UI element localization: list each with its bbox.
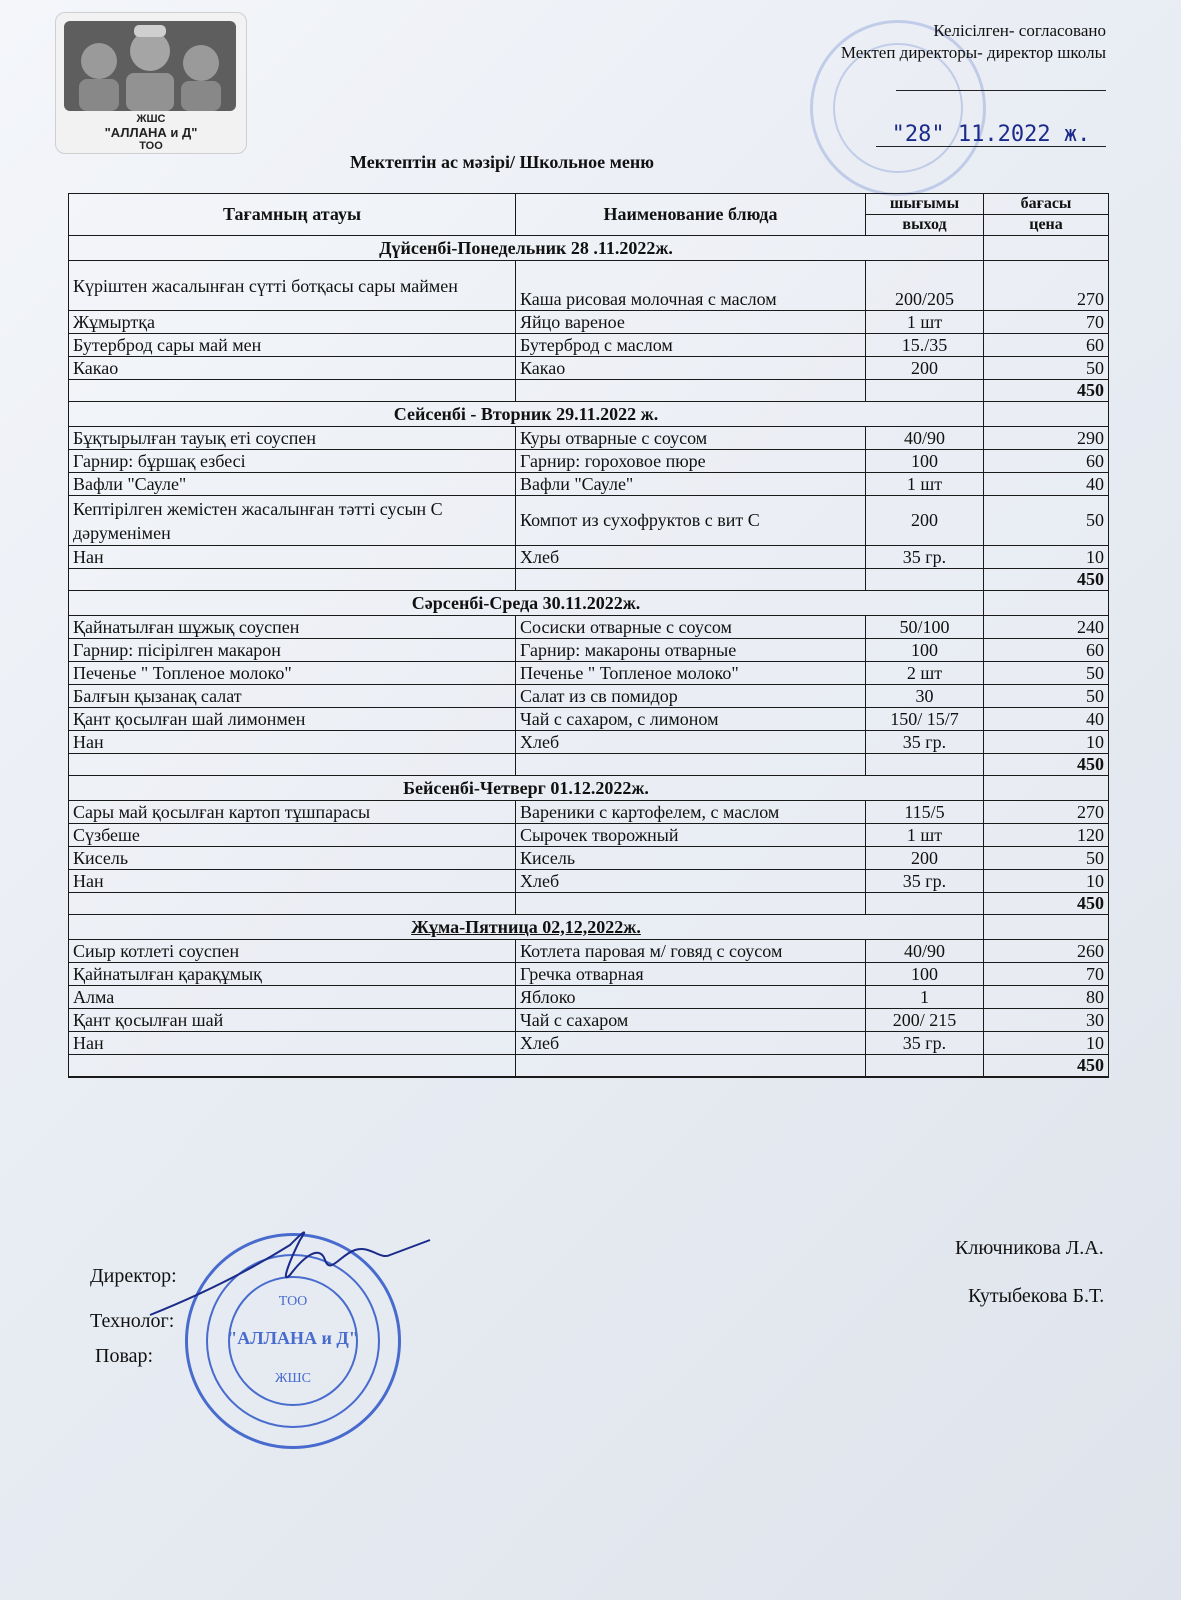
approval-line2: Мектеп директоры- директор школы <box>840 43 1106 62</box>
approval-date: "28" 11.2022 ж. <box>876 124 1106 147</box>
dish-out: 1 шт <box>866 824 984 847</box>
dish-kz: Сары май қосылған картоп тұшпарасы <box>69 801 516 824</box>
dish-out: 40/90 <box>866 940 984 963</box>
dish-out: 30 <box>866 685 984 708</box>
stamp-center: "АЛЛАНА и Д" <box>227 1328 359 1348</box>
dish-price: 290 <box>984 427 1109 450</box>
table-row <box>69 1032 1109 1055</box>
dish-out: 200 <box>866 496 984 546</box>
dish-out: 200/205 <box>866 261 984 311</box>
table-row <box>69 870 1109 893</box>
dish-ru: Вафли "Сауле" <box>516 473 866 496</box>
dish-price: 240 <box>984 616 1109 639</box>
cook-name: Кутыбекова Б.Т. <box>968 1285 1105 1307</box>
stamp-bottom: ЖШС <box>274 1371 311 1386</box>
table-row <box>69 427 1109 450</box>
table-row <box>69 311 1109 334</box>
dish-price: 270 <box>984 801 1109 824</box>
dish-kz: Қант қосылған шай <box>69 1009 516 1032</box>
dish-out: 35 гр. <box>866 731 984 754</box>
dish-ru: Печенье " Топленое молоко" <box>516 662 866 685</box>
dish-price: 40 <box>984 708 1109 731</box>
day-title: Дүйсенбі-Понедельник 28 .11.2022ж. <box>69 236 984 261</box>
dish-ru: Каша рисовая молочная с маслом <box>516 261 866 311</box>
table-row <box>69 473 1109 496</box>
dish-kz: Қайнатылған қарақұмық <box>69 963 516 986</box>
table-row <box>69 334 1109 357</box>
dish-kz: Күріштен жасалынған сүтті ботқасы сары маймен <box>69 261 516 311</box>
dish-price: 50 <box>984 357 1109 380</box>
total-row <box>69 754 1109 776</box>
day-total: 450 <box>984 1055 1109 1077</box>
dish-price: 60 <box>984 450 1109 473</box>
dish-ru: Чай с сахаром, с лимоном <box>516 708 866 731</box>
dish-ru: Сырочек творожный <box>516 824 866 847</box>
header-kz: Тағамның атауы <box>69 194 516 236</box>
dish-price: 10 <box>984 1032 1109 1055</box>
dish-ru: Гарнир: макароны отварные <box>516 639 866 662</box>
day-title: Бейсенбі-Четверг 01.12.2022ж. <box>69 776 984 801</box>
stamp-top: ТОО <box>278 1294 308 1309</box>
dish-price: 60 <box>984 334 1109 357</box>
dish-price: 30 <box>984 1009 1109 1032</box>
dish-price: 120 <box>984 824 1109 847</box>
dish-out: 50/100 <box>866 616 984 639</box>
dish-kz: Алма <box>69 986 516 1009</box>
dish-price: 50 <box>984 496 1109 546</box>
table-row <box>69 496 1109 546</box>
header-row <box>69 194 1109 215</box>
page-title: Мектептін ас мәзірі/ Школьное меню <box>350 152 655 172</box>
dish-ru: Сосиски отварные с соусом <box>516 616 866 639</box>
total-row <box>69 893 1109 915</box>
dish-out: 115/5 <box>866 801 984 824</box>
table-row <box>69 940 1109 963</box>
table-row <box>69 450 1109 473</box>
logo-line3: ТОО <box>139 140 163 152</box>
day-title: Жұма-Пятница 02,12,2022ж. <box>69 915 984 940</box>
dish-out: 1 шт <box>866 311 984 334</box>
dish-kz: Какао <box>69 357 516 380</box>
dish-out: 1 <box>866 986 984 1009</box>
dish-ru: Хлеб <box>516 731 866 754</box>
dish-price: 70 <box>984 963 1109 986</box>
dish-kz: Сүзбеше <box>69 824 516 847</box>
dish-out: 1 шт <box>866 473 984 496</box>
table-row <box>69 261 1109 311</box>
dish-kz: Сиыр котлеті соуспен <box>69 940 516 963</box>
table-row <box>69 662 1109 685</box>
dish-kz: Жұмыртқа <box>69 311 516 334</box>
technologist-name: Ключникова Л.А. <box>955 1237 1104 1259</box>
header-out-ru: выход <box>866 215 984 236</box>
table-row <box>69 801 1109 824</box>
dish-price: 40 <box>984 473 1109 496</box>
day-row <box>69 236 1109 261</box>
dish-ru: Хлеб <box>516 870 866 893</box>
dish-out: 15./35 <box>866 334 984 357</box>
empty-row <box>69 1077 1109 1078</box>
dish-kz: Қайнатылған шұжық соуспен <box>69 616 516 639</box>
menu-table <box>68 193 1109 1078</box>
dish-out: 35 гр. <box>866 870 984 893</box>
day-row <box>69 402 1109 427</box>
day-total: 450 <box>984 754 1109 776</box>
dish-ru: Кисель <box>516 847 866 870</box>
cook-label: Повар: <box>95 1345 154 1367</box>
signature-line <box>896 90 1106 91</box>
dish-kz: Кептірілген жемістен жасалынған тәтті сусын С дәруменімен <box>69 496 516 546</box>
dish-ru: Гарнир: гороховое пюре <box>516 450 866 473</box>
dish-ru: Гречка отварная <box>516 963 866 986</box>
dish-price: 270 <box>984 261 1109 311</box>
dish-out: 150/ 15/7 <box>866 708 984 731</box>
dish-kz: Қант қосылған шай лимонмен <box>69 708 516 731</box>
table-row <box>69 616 1109 639</box>
dish-kz: Нан <box>69 1032 516 1055</box>
dish-out: 100 <box>866 639 984 662</box>
director-label: Директор: <box>90 1265 177 1287</box>
dish-ru: Куры отварные с соусом <box>516 427 866 450</box>
dish-kz: Нан <box>69 731 516 754</box>
table-row <box>69 685 1109 708</box>
day-row <box>69 776 1109 801</box>
table-row <box>69 546 1109 569</box>
logo-image <box>64 21 236 111</box>
table-row <box>69 731 1109 754</box>
table-row <box>69 847 1109 870</box>
dish-ru: Какао <box>516 357 866 380</box>
dish-kz: Кисель <box>69 847 516 870</box>
day-total: 450 <box>984 893 1109 915</box>
dish-kz: Гарнир: пісірілген макарон <box>69 639 516 662</box>
dish-ru: Хлеб <box>516 1032 866 1055</box>
table-row <box>69 824 1109 847</box>
approval-line1: Келісілген- согласовано <box>933 21 1106 40</box>
dish-kz: Гарнир: бұршақ езбесі <box>69 450 516 473</box>
logo-line1: ЖШС <box>136 113 166 125</box>
logo-line2: "АЛЛАНА и Д" <box>104 125 198 140</box>
dish-ru: Яблоко <box>516 986 866 1009</box>
day-row <box>69 915 1109 940</box>
table-row <box>69 963 1109 986</box>
dish-kz: Бутерброд сары май мен <box>69 334 516 357</box>
dish-kz: Нан <box>69 546 516 569</box>
table-row <box>69 357 1109 380</box>
header-ru: Наименование блюда <box>516 194 866 236</box>
day-row <box>69 591 1109 616</box>
total-row <box>69 569 1109 591</box>
total-row <box>69 380 1109 402</box>
dish-kz: Вафли "Сауле" <box>69 473 516 496</box>
dish-ru: Компот из сухофруктов с вит С <box>516 496 866 546</box>
header-price-ru: цена <box>984 215 1109 236</box>
dish-kz: Бұқтырылған тауық еті соуспен <box>69 427 516 450</box>
dish-ru: Салат из св помидор <box>516 685 866 708</box>
dish-out: 2 шт <box>866 662 984 685</box>
dish-out: 100 <box>866 450 984 473</box>
dish-ru: Яйцо вареное <box>516 311 866 334</box>
director-signature <box>140 1215 440 1325</box>
dish-ru: Бутерброд с маслом <box>516 334 866 357</box>
day-title: Сейсенбі - Вторник 29.11.2022 ж. <box>69 402 984 427</box>
header-price-kz: бағасы <box>984 194 1109 215</box>
dish-out: 35 гр. <box>866 1032 984 1055</box>
total-row <box>69 1055 1109 1077</box>
table-row <box>69 639 1109 662</box>
approval-block <box>840 20 1106 147</box>
dish-out: 35 гр. <box>866 546 984 569</box>
company-logo <box>55 12 247 154</box>
header-out-kz: шығымы <box>866 194 984 215</box>
dish-ru: Хлеб <box>516 546 866 569</box>
dish-price: 50 <box>984 662 1109 685</box>
dish-ru: Вареники с картофелем, с маслом <box>516 801 866 824</box>
dish-price: 70 <box>984 311 1109 334</box>
dish-price: 60 <box>984 639 1109 662</box>
dish-out: 200 <box>866 357 984 380</box>
dish-kz: Нан <box>69 870 516 893</box>
dish-price: 10 <box>984 870 1109 893</box>
dish-price: 50 <box>984 847 1109 870</box>
dish-out: 100 <box>866 963 984 986</box>
dish-price: 50 <box>984 685 1109 708</box>
dish-price: 10 <box>984 731 1109 754</box>
day-total: 450 <box>984 380 1109 402</box>
dish-kz: Балғын қызанақ салат <box>69 685 516 708</box>
technologist-label: Технолог: <box>90 1310 175 1332</box>
dish-kz: Печенье " Топленое молоко" <box>69 662 516 685</box>
day-title: Сәрсенбі-Среда 30.11.2022ж. <box>69 591 984 616</box>
dish-out: 200/ 215 <box>866 1009 984 1032</box>
dish-price: 260 <box>984 940 1109 963</box>
table-row <box>69 986 1109 1009</box>
dish-out: 40/90 <box>866 427 984 450</box>
dish-price: 10 <box>984 546 1109 569</box>
table-row <box>69 1009 1109 1032</box>
table-row <box>69 708 1109 731</box>
dish-out: 200 <box>866 847 984 870</box>
dish-ru: Чай с сахаром <box>516 1009 866 1032</box>
dish-price: 80 <box>984 986 1109 1009</box>
dish-ru: Котлета паровая м/ говяд с соусом <box>516 940 866 963</box>
day-total: 450 <box>984 569 1109 591</box>
